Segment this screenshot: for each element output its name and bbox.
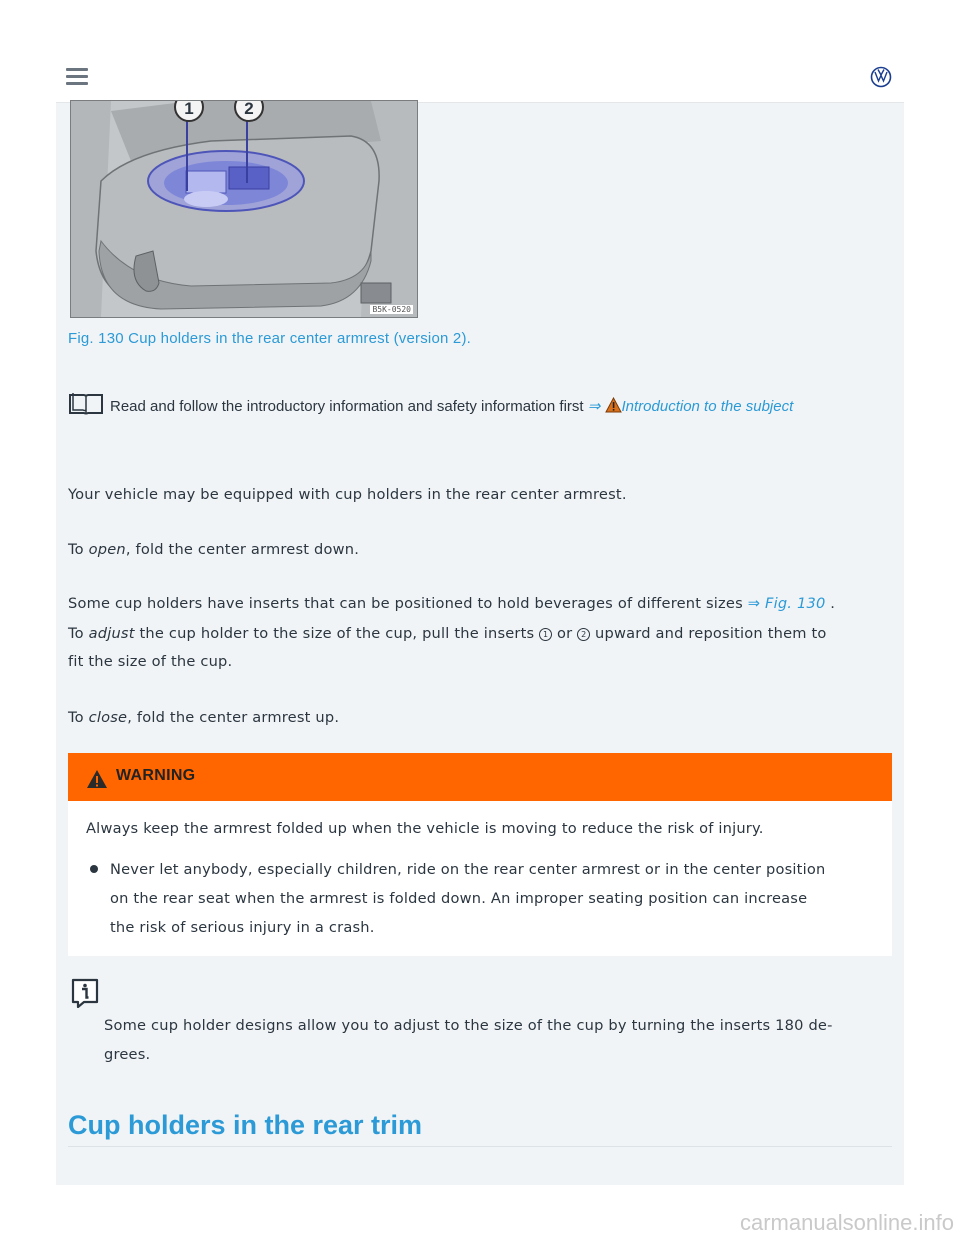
armrest-figure	[70, 100, 418, 318]
intro-notice	[68, 392, 888, 421]
section-title: Cup holders in the rear trim	[68, 1110, 423, 1140]
circled-number-1: 1	[539, 628, 552, 641]
paragraph-adjust	[68, 620, 888, 676]
text: , fold the center armrest up.	[127, 709, 340, 726]
armrest-illustration	[71, 101, 417, 317]
text: To	[68, 625, 89, 642]
info-note-icon	[70, 978, 100, 1008]
emphasis-close: close	[88, 709, 128, 726]
text: the risk of serious injury in a crash.	[110, 919, 375, 936]
text: To	[68, 541, 89, 558]
hamburger-menu-icon[interactable]	[66, 68, 88, 86]
text: the cup holder to the size of the cup, pull the inserts	[134, 625, 540, 642]
figure-code: B5K-0520	[372, 305, 411, 314]
callout-1: 1	[174, 100, 204, 122]
circled-number-2: 2	[577, 628, 590, 641]
text: Some cup holder designs allow you to adjust to the size of the cup by turning the inserts 180 de-	[104, 1017, 833, 1034]
emphasis-adjust: adjust	[88, 625, 135, 642]
intro-link[interactable]: Introduction to the subject	[621, 398, 794, 415]
section-divider	[68, 1146, 892, 1147]
text: or	[552, 625, 578, 642]
paragraph-close	[68, 704, 888, 732]
warning-box	[68, 753, 892, 956]
figure-caption: Fig. 130 Cup holders in the rear center armrest (version 2).	[68, 330, 472, 347]
fig-link[interactable]: ⇒ Fig. 130	[747, 595, 826, 612]
bullet-icon	[90, 865, 98, 873]
list-item	[88, 855, 878, 942]
warning-triangle-icon	[605, 397, 622, 413]
text: fit the size of the cup.	[68, 653, 233, 670]
warning-text: Always keep the armrest folded up when the vehicle is moving to reduce the risk of injury.	[86, 820, 764, 837]
warning-header	[68, 753, 892, 801]
callout-2: 2	[234, 100, 264, 122]
intro-arrow[interactable]: ⇒	[587, 398, 601, 415]
text: on the rear seat when the armrest is folded down. An improper seating position can increase	[110, 890, 808, 907]
top-bar	[56, 52, 904, 103]
open-book-icon	[68, 392, 104, 416]
text: , fold the center armrest down.	[125, 541, 360, 558]
text: grees.	[104, 1046, 151, 1063]
text: .	[825, 595, 836, 612]
vw-logo-icon[interactable]	[870, 66, 892, 88]
text: Some cup holders have inserts that can be positioned to hold beverages of different sizes	[68, 595, 748, 612]
intro-text: Read and follow the introductory information and safety information first	[110, 398, 584, 415]
text: Never let anybody, especially children, ride on the rear center armrest or in the center position	[110, 861, 826, 878]
paragraph-inserts	[68, 590, 888, 618]
note-text	[104, 1011, 889, 1069]
warning-icon	[86, 769, 108, 789]
warning-title: WARNING	[116, 767, 196, 784]
watermark: carmanualsonline.info	[739, 1210, 954, 1235]
text: To	[68, 709, 89, 726]
warning-list	[88, 855, 878, 942]
paragraph-open	[68, 536, 888, 564]
text: upward and reposition them to	[590, 625, 827, 642]
emphasis-open: open	[88, 541, 126, 558]
paragraph-1: Your vehicle may be equipped with cup holders in the rear center armrest.	[68, 486, 627, 503]
